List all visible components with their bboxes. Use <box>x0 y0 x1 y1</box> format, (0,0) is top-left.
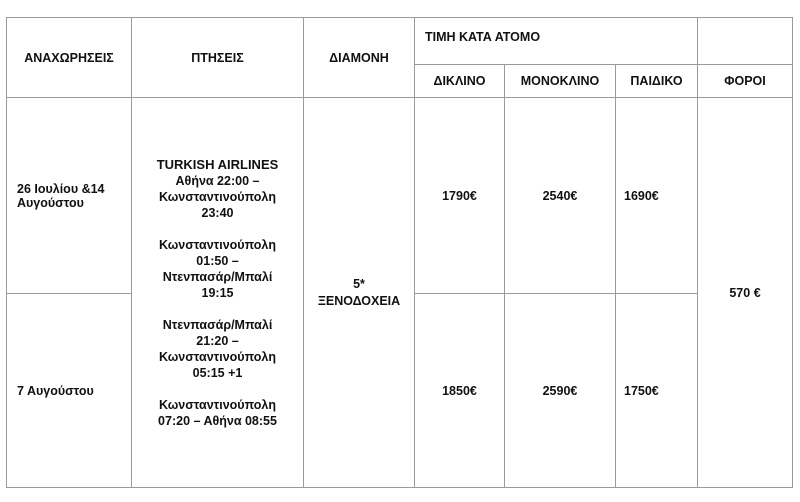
departure-date: 26 Ιουλίου &14 Αυγούστου <box>7 98 132 294</box>
flight-leg-text: Αθήνα 22:00 – <box>175 173 260 188</box>
departure-date: 7 Αυγούστου <box>7 294 132 488</box>
price-table <box>6 17 793 488</box>
header-single: ΜΟΝΟΚΛΙΝΟ <box>505 65 616 98</box>
flight-leg-text: 07:20 – Αθήνα 08:55 <box>158 413 277 428</box>
flight-leg-text: Ντενπασάρ/Μπαλί <box>162 317 273 332</box>
price-double: 1850€ <box>415 294 505 488</box>
airline-name: TURKISH AIRLINES <box>156 156 279 172</box>
flight-leg-text: Κωνσταντινούπολη <box>158 397 277 412</box>
flight-leg-text: 19:15 <box>201 285 234 300</box>
flight-leg-text: Ντενπασάρ/Μπαλί <box>162 269 273 284</box>
header-empty-cell <box>698 18 793 65</box>
flight-leg-text: 23:40 <box>201 205 234 220</box>
flight-leg-text: Κωνσταντινούπολη <box>158 237 277 252</box>
price-single: 2540€ <box>505 98 616 294</box>
header-flights: ΠΤΗΣΕΙΣ <box>132 18 304 98</box>
flight-leg-text: 21:20 – <box>196 333 239 348</box>
flights-cell <box>132 98 304 488</box>
table-row <box>7 98 793 294</box>
flight-leg-text: 05:15 +1 <box>192 365 243 380</box>
header-child: ΠΑΙΔΙΚΟ <box>616 65 698 98</box>
price-child: 1690€ <box>616 98 698 294</box>
price-double: 1790€ <box>415 98 505 294</box>
hotel-label: ΞΕΝΟΔΟΧΕΙΑ <box>317 293 401 308</box>
taxes-value: 570 € <box>698 98 793 488</box>
flight-leg-text: 01:50 – <box>196 253 239 268</box>
flight-leg-text: Κωνσταντινούπολη <box>158 349 277 364</box>
flight-leg-text: Κωνσταντινούπολη <box>158 189 277 204</box>
header-taxes: ΦΟΡΟΙ <box>698 65 793 98</box>
hotel-stars: 5* <box>353 276 365 291</box>
header-departures: ΑΝΑΧΩΡΗΣΕΙΣ <box>7 18 132 98</box>
price-child: 1750€ <box>616 294 698 488</box>
accommodation-cell <box>304 98 415 488</box>
header-accommodation: ΔΙΑΜΟΝΗ <box>304 18 415 98</box>
header-double: ΔΙΚΛΙΝΟ <box>415 65 505 98</box>
price-single: 2590€ <box>505 294 616 488</box>
header-price-per-person: ΤΙΜΗ ΚΑΤΑ ΑΤΟΜΟ <box>415 18 698 65</box>
